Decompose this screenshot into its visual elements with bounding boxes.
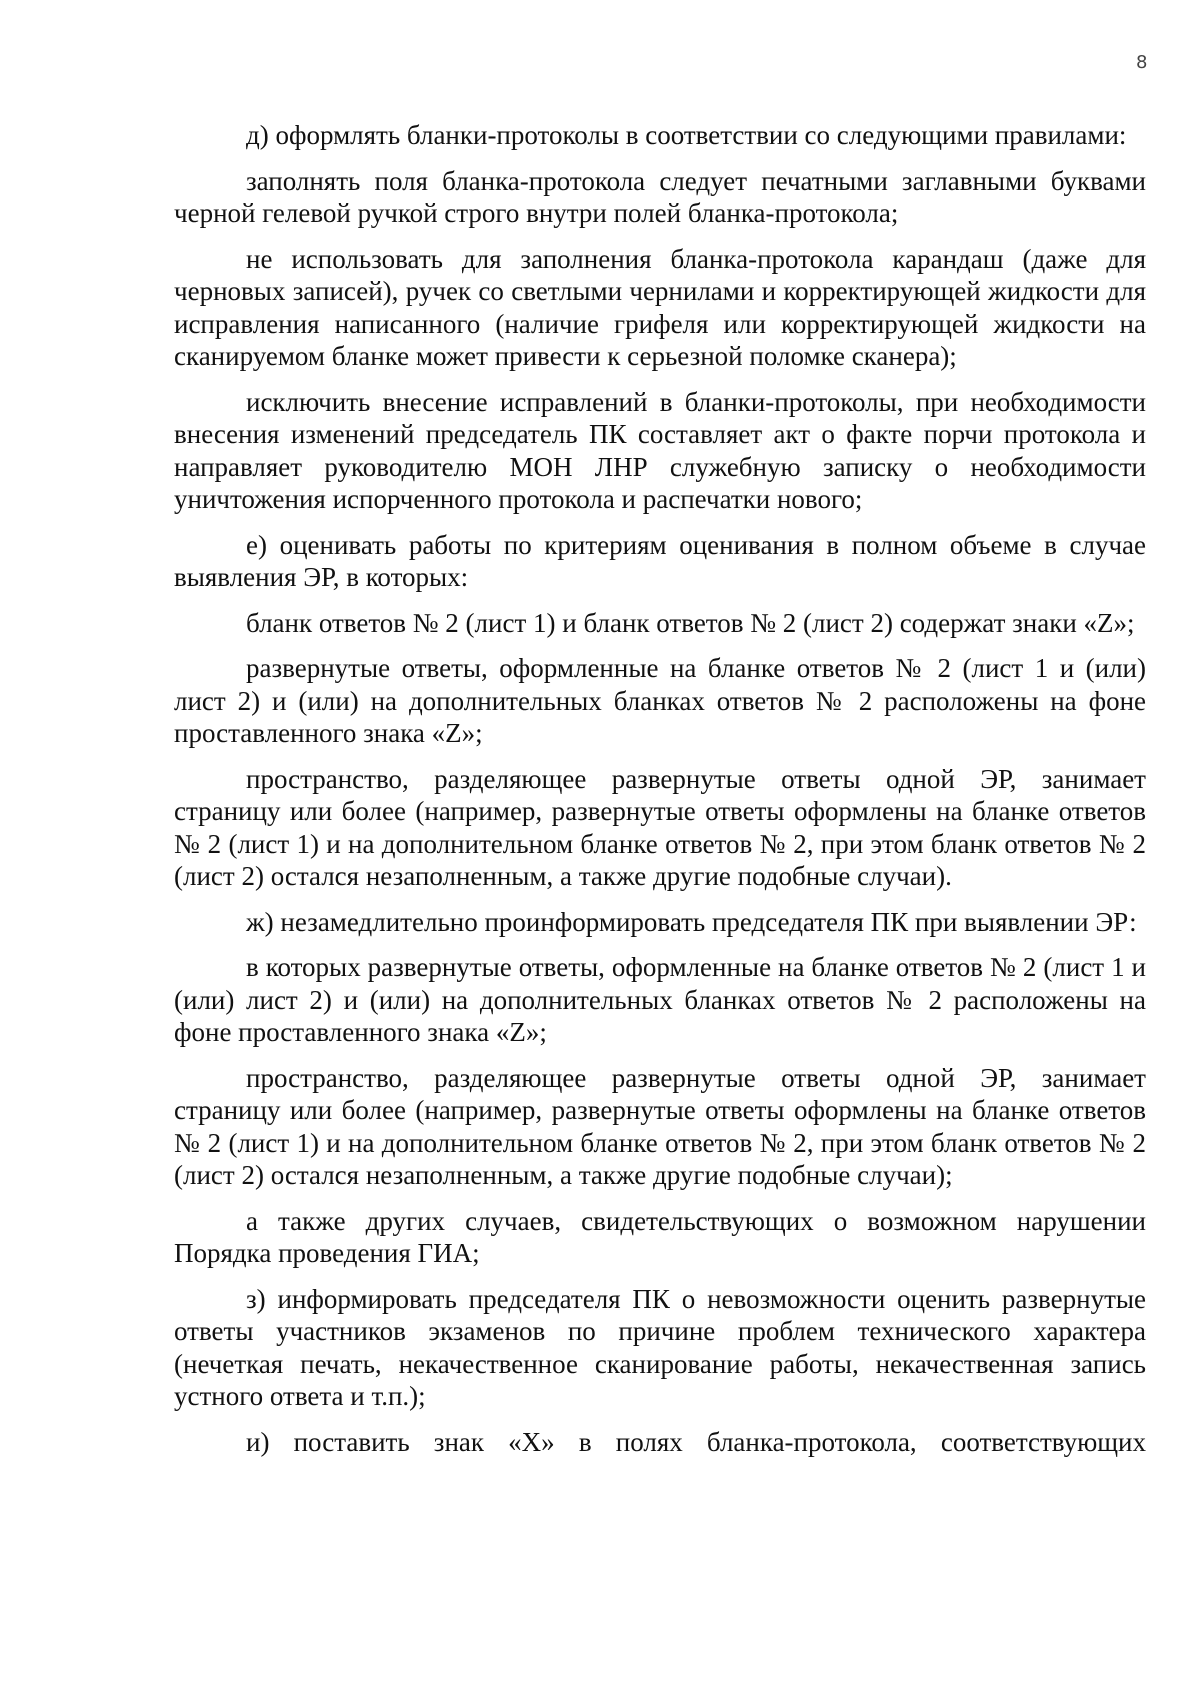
paragraph-other-cases: а также других случаев, свидетельствующих о возможном нарушении Порядка проведения ГИА; xyxy=(174,1205,1146,1268)
paragraph-e: е) оценивать работы по критериям оценивания в полном объеме в случае выявления ЭР, в которых: xyxy=(174,529,1146,592)
paragraph-zh: ж) незамедлительно проинформировать председателя ПК при выявлении ЭР: xyxy=(246,906,1137,937)
paragraph-d: д) оформлять бланки-протоколы в соответствии со следующими правилами: xyxy=(246,120,1127,150)
paragraph-space-between-2: пространство, разделяющее развернутые ответы одной ЭР, занимает страницу или более (например, развернутые ответы оформлены на бланке ответов № 2 (лист 1) и на дополнительном бланке ответов № 2, при этом бланк ответов № 2 (лист 2) остался незаполненным, а также другие подобные случаи); xyxy=(174,1062,1146,1190)
page-number: 8 xyxy=(1136,52,1148,73)
paragraph-z: з) информировать председателя ПК о невозможности оценить развернутые ответы участников экзаменов по причине проблем технического характера (нечеткая печать, некачественное сканирование работы, некачественная запись устного ответа и т.п.); xyxy=(174,1283,1146,1411)
paragraph-answers-on-z: развернутые ответы, оформленные на бланке ответов № 2 (лист 1 и (или) лист 2) и (или) на дополнительных бланках ответов № 2 расположены на фоне проставленного знака «Z»; xyxy=(174,653,1146,748)
document-body xyxy=(174,119,1146,1471)
paragraph-answers-on-z-2: в которых развернутые ответы, оформленные на бланке ответов № 2 (лист 1 и (или) лист 2) и (или) на дополнительных бланках ответов № 2 расположены на фоне проставленного знака «Z»; xyxy=(174,952,1146,1047)
paragraph-no-pencil: не использовать для заполнения бланка-протокола карандаш (даже для черновых записей), ручек со светлыми чернилами и корректирующей жидкости для исправления написанного (наличие грифеля или корректирующей жидкости на сканируемом бланке может привести к серьезной поломке сканера); xyxy=(174,243,1146,371)
paragraph-z-marks: бланк ответов № 2 (лист 1) и бланк ответов № 2 (лист 2) содержат знаки «Z»; xyxy=(246,607,1135,638)
paragraph-i: и) поставить знак «X» в полях бланка-протокола, соответствующих xyxy=(246,1426,1146,1457)
paragraph-fill-rules: заполнять поля бланка-протокола следует печатными заглавными буквами черной гелевой ручкой строго внутри полей бланка-протокола; xyxy=(174,165,1146,228)
paragraph-space-between: пространство, разделяющее развернутые ответы одной ЭР, занимает страницу или более (например, развернутые ответы оформлены на бланке ответов № 2 (лист 1) и на дополнительном бланке ответов № 2, при этом бланк ответов № 2 (лист 2) остался незаполненным, а также другие подобные случаи). xyxy=(174,763,1146,891)
paragraph-no-corrections: исключить внесение исправлений в бланки-протоколы, при необходимости внесения изменений председатель ПК составляет акт о факте порчи протокола и направляет руководителю МОН ЛНР служебную записку о необходимости уничтожения испорченного протокола и распечатки нового; xyxy=(174,386,1146,514)
